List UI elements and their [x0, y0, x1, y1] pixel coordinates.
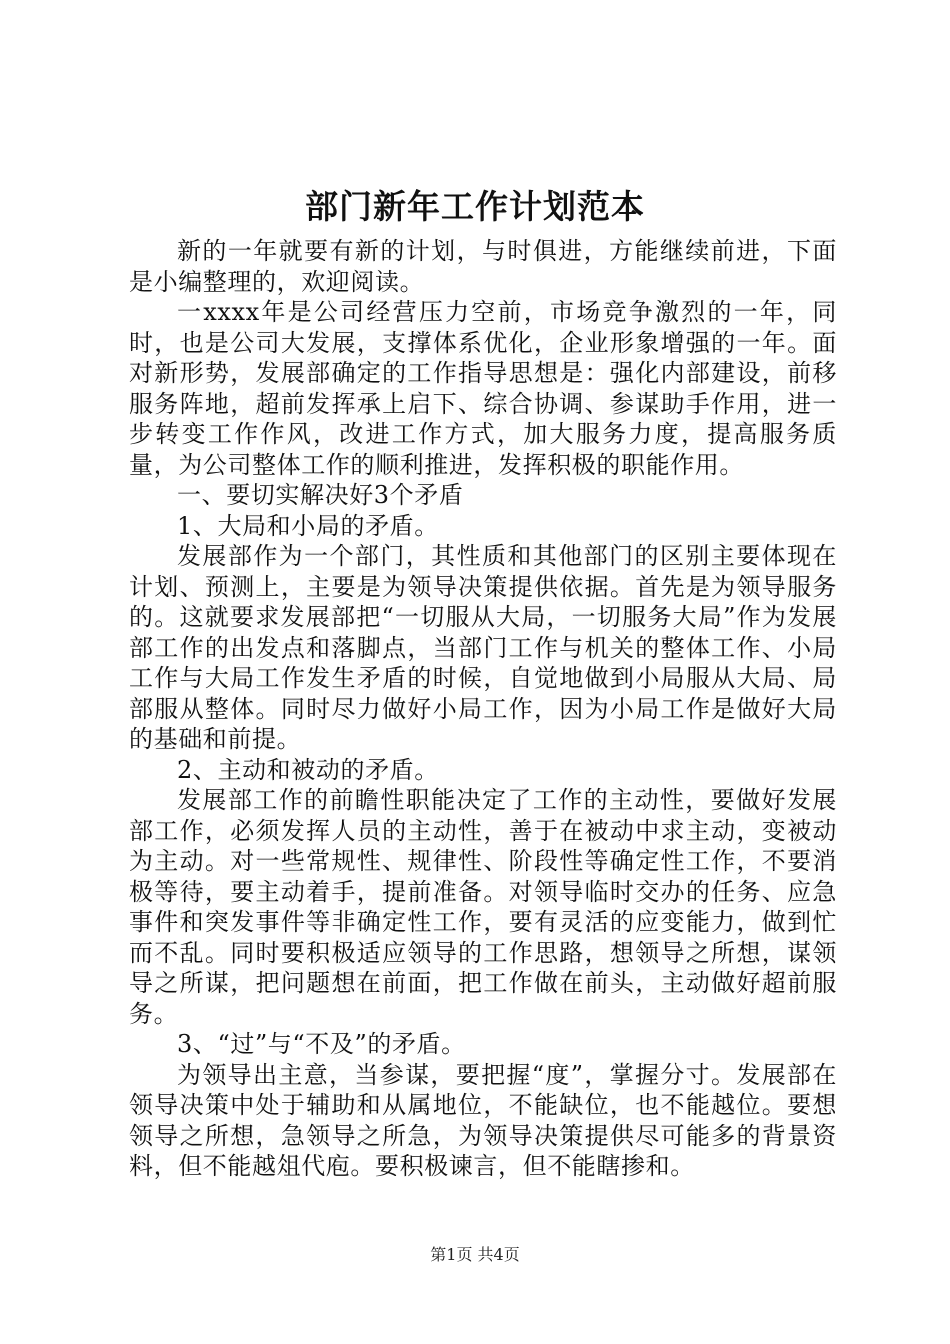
paragraph-big-small-picture: 发展部作为一个部门，其性质和其他部门的区别主要体现在计划、预测上，主要是为领导决策提供依据。首先是为领导服务的。这就要求发展部把“一切服从大局，一切服务大局”作为发展部工作的出发点和落脚点，当部门工作与机关的整体工作、小局工作与大局工作发生矛盾的时候，自觉地做到小局服从大局、局部服从整体。同时尽力做好小局工作，因为小局工作是做好大局的基础和前提。	[129, 542, 837, 753]
subheading-3: 3、“过”与“不及”的矛盾。	[177, 1030, 466, 1058]
paragraph-measure: 为领导出主意，当参谋，要把握“度”，掌握分寸。发展部在领导决策中处于辅助和从属地位，不能缺位，也不能越位。要想领导之所想，急领导之所急，为领导决策提供尽可能多的背景资料，但不能越俎代庖。要积极谏言，但不能瞎掺和。	[129, 1060, 837, 1180]
document-title: 部门新年工作计划范本	[305, 187, 645, 226]
subheading-2: 2、主动和被动的矛盾。	[177, 755, 439, 784]
page-footer: 第1页 共4页	[430, 1245, 520, 1264]
paragraph-guiding-thought: 一xxxx年是公司经营压力空前，市场竞争激烈的一年，同时，也是公司大发展，支撑体系优化，企业形象增强的一年。面对新形势，发展部确定的工作指导思想是：强化内部建设，前移服务阵地，超前发挥承上启下、综合协调、参谋助手作用，进一步转变工作作风，改进工作方式，加大服务力度，提高服务质量，为公司整体工作的顺利推进，发挥积极的职能作用。	[129, 298, 837, 479]
subheading-1: 1、大局和小局的矛盾。	[177, 511, 439, 540]
paragraph-active-passive: 发展部工作的前瞻性职能决定了工作的主动性，要做好发展部工作，必须发挥人员的主动性，善于在被动中求主动，变被动为主动。对一些常规性、规律性、阶段性等确定性工作，不要消极等待，要主动着手，提前准备。对领导临时交办的任务、应急事件和突发事件等非确定性工作，要有灵活的应变能力，做到忙而不乱。同时要积极适应领导的工作思路，想领导之所想，谋领导之所谋，把问题想在前面，把工作做在前头，主动做好超前服务。	[129, 786, 837, 1028]
section-heading: 一、要切实解决好3个矛盾	[177, 481, 464, 509]
document-body	[129, 236, 837, 1182]
paragraph-intro: 新的一年就要有新的计划，与时俱进，方能继续前进，下面是小编整理的，欢迎阅读。	[129, 237, 837, 296]
